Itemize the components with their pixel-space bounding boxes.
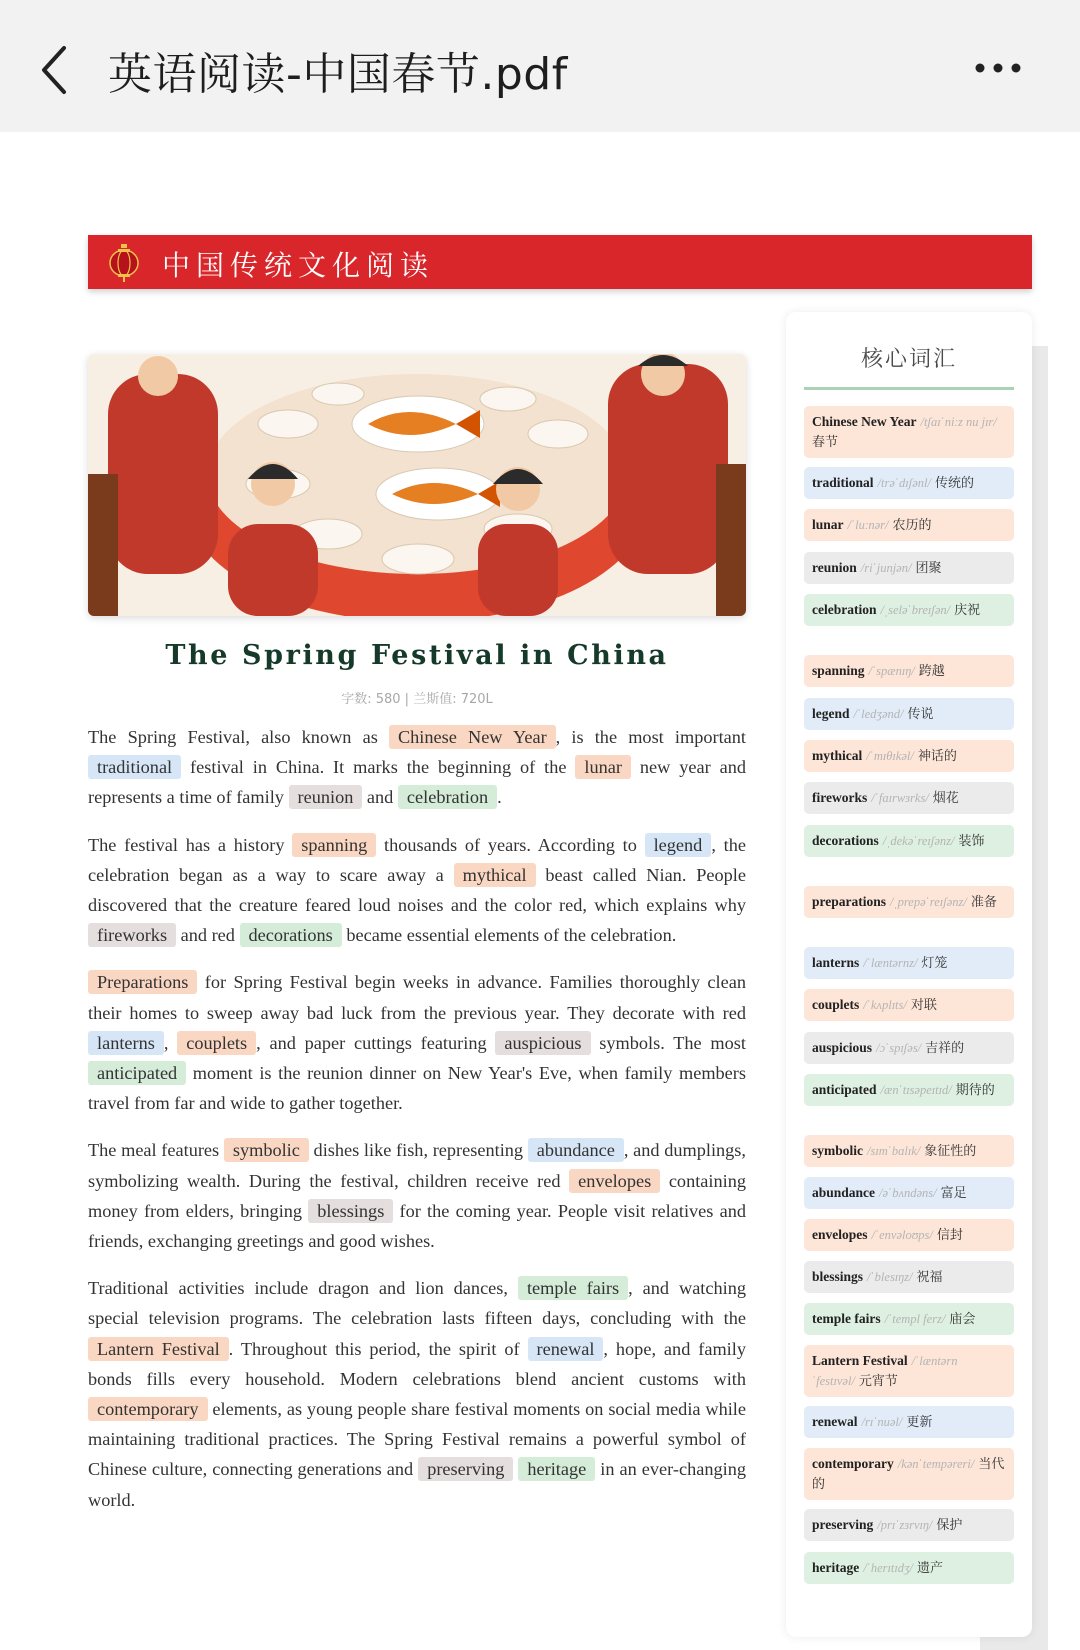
vocab-meaning: 庆祝 <box>954 603 981 618</box>
vocab-item[interactable] <box>804 552 1014 584</box>
vocab-word: mythical <box>812 748 863 763</box>
vocab-word: contemporary <box>812 1456 894 1471</box>
vocab-meaning: 神话的 <box>917 749 957 764</box>
vocab-phonetic: /ˈfaɪrwɜrks/ <box>871 791 929 805</box>
vocab-word: heritage <box>812 1560 860 1575</box>
keyword-highlight[interactable]: Chinese New Year <box>389 725 556 749</box>
text: The Spring Festival, also known as <box>88 727 389 747</box>
vocab-item[interactable] <box>804 655 1014 687</box>
vocab-meaning: 遗产 <box>917 1561 944 1576</box>
text: The festival has a history <box>88 834 293 855</box>
vocab-item[interactable] <box>804 989 1014 1021</box>
vocab-meaning: 保护 <box>936 1518 963 1533</box>
vocab-meaning: 传统的 <box>934 476 974 491</box>
vocab-word: temple fairs <box>812 1311 881 1326</box>
text: , and watching special television programs. The celebration lasts fifteen days, concluding with the <box>88 1278 746 1329</box>
text: Traditional activities include dragon and lion dances, <box>88 1278 518 1299</box>
vocab-item[interactable] <box>804 1032 1014 1064</box>
vocab-word: couplets <box>812 997 860 1012</box>
text: , hope, and family bonds fills every household. Modern celebrations blend ancient customs with <box>88 1338 746 1389</box>
vocab-item[interactable] <box>804 947 1014 979</box>
keyword-highlight[interactable]: auspicious <box>495 1031 590 1055</box>
text: . <box>497 787 502 808</box>
text: The meal features <box>88 1140 224 1161</box>
vocab-phonetic: /sɪmˈbɑlɪk/ <box>867 1144 921 1158</box>
vocab-phonetic: /ˈblesɪŋz/ <box>867 1270 913 1284</box>
keyword-highlight[interactable]: decorations <box>240 923 342 947</box>
keyword-highlight[interactable]: reunion <box>289 785 363 809</box>
text: and <box>362 787 398 808</box>
vocab-phonetic: /prɪˈzɜrvɪŋ/ <box>877 1518 933 1532</box>
vocab-phonetic: /ˈmɪθɪkəl/ <box>866 749 914 763</box>
vocab-item[interactable] <box>804 1406 1014 1438</box>
text: thousands of years. According to <box>376 834 645 855</box>
keyword-highlight[interactable]: mythical <box>454 863 536 887</box>
text: , <box>163 1032 178 1053</box>
app-bar <box>0 0 1080 132</box>
vocab-phonetic: /ˈlæntərn ˈfestɪvəl/ <box>812 1354 958 1388</box>
article-body <box>88 722 746 1532</box>
vocab-phonetic: /ˈledʒənd/ <box>853 707 904 721</box>
text: containing money from elders, bringing <box>88 1170 746 1221</box>
document-title: 英语阅读-中国春节.pdf <box>108 49 568 100</box>
vocab-item[interactable] <box>804 825 1014 857</box>
keyword-highlight[interactable]: blessings <box>308 1199 393 1223</box>
text: elements, as young people share festival moments on social media while maintaining traditional practices. The Spring Festival remains a powerful symbol of Chinese culture, connecting generations and <box>88 1399 746 1480</box>
vocab-word: anticipated <box>812 1082 877 1097</box>
keyword-highlight[interactable]: lanterns <box>88 1031 164 1055</box>
keyword-highlight[interactable]: renewal <box>528 1337 604 1361</box>
vocab-meaning: 团聚 <box>915 561 942 576</box>
vocab-meaning: 富足 <box>940 1186 967 1201</box>
vocab-meaning: 当代的 <box>812 1457 1005 1492</box>
vocab-phonetic: /ˈherɪtɪdʒ/ <box>863 1561 913 1575</box>
paragraph-1 <box>88 722 746 813</box>
keyword-highlight[interactable]: envelopes <box>569 1169 660 1193</box>
vocab-meaning: 更新 <box>906 1415 933 1430</box>
vocab-item[interactable] <box>804 467 1014 499</box>
vocab-word: traditional <box>812 475 874 490</box>
vocab-item[interactable] <box>804 1448 1014 1500</box>
family-reunion-dinner-illustration <box>88 354 746 616</box>
text: became essential elements of the celebration. <box>341 925 677 946</box>
keyword-highlight[interactable]: heritage <box>518 1457 595 1481</box>
keyword-highlight[interactable]: celebration <box>398 785 497 809</box>
lantern-icon <box>106 244 142 282</box>
vocab-meaning: 庙会 <box>949 1312 976 1327</box>
vocab-word: envelopes <box>812 1227 868 1242</box>
article-meta: 字数: 580 | 兰斯值: 720L <box>341 692 493 707</box>
paragraph-3 <box>88 967 746 1118</box>
vocab-item[interactable] <box>804 1303 1014 1335</box>
vocab-item[interactable] <box>804 509 1014 541</box>
paragraph-5 <box>88 1273 746 1515</box>
vocab-item[interactable] <box>804 1552 1014 1584</box>
vocab-item[interactable] <box>804 740 1014 772</box>
vocab-meaning: 对联 <box>910 998 937 1013</box>
vocab-phonetic: /ˌdekəˈreɪʃənz/ <box>882 834 955 848</box>
text: in an ever-changing world. <box>88 1459 746 1510</box>
vocab-word: auspicious <box>812 1040 873 1055</box>
vocab-word: abundance <box>812 1185 876 1200</box>
text: new year and represents a time of family <box>88 757 746 808</box>
vocab-meaning: 装饰 <box>958 834 985 849</box>
vocab-phonetic: /ˈenvəloʊps/ <box>871 1228 933 1242</box>
vocab-item[interactable] <box>804 698 1014 730</box>
text: , the celebration began as a way to scare away a <box>88 834 746 885</box>
text: symbols. The most <box>590 1032 746 1053</box>
vocab-item[interactable] <box>804 1074 1014 1106</box>
vocab-meaning: 农历的 <box>892 518 932 533</box>
vocabulary-panel <box>786 312 1032 1637</box>
vocab-word: decorations <box>812 833 879 848</box>
vocab-phonetic: /əˈbʌndəns/ <box>879 1186 937 1200</box>
vocab-item[interactable] <box>804 1345 1014 1397</box>
divider <box>804 387 1014 390</box>
vocab-word: blessings <box>812 1269 864 1284</box>
vocab-item[interactable] <box>804 1135 1014 1167</box>
keyword-highlight[interactable]: Preparations <box>88 970 197 994</box>
vocab-word: spanning <box>812 663 865 678</box>
vocab-meaning: 期待的 <box>955 1083 995 1098</box>
keyword-highlight[interactable]: Lantern Festival <box>88 1337 229 1361</box>
text: for Spring Festival begin weeks in advance. Families thoroughly clean their homes to sweep away bad luck from the previous year. They decorate with red <box>88 972 746 1023</box>
keyword-highlight[interactable]: spanning <box>292 833 376 857</box>
keyword-highlight[interactable]: couplets <box>177 1031 256 1055</box>
vocab-word: Chinese New Year <box>812 414 917 429</box>
vocab-word: preserving <box>812 1517 874 1532</box>
vocab-meaning: 春节 <box>812 435 839 450</box>
keyword-highlight[interactable]: preserving <box>418 1457 513 1481</box>
text: moment is the reunion dinner on New Year's Eve, when family members travel from far and wide to gather together. <box>88 1063 746 1114</box>
vocab-meaning: 信封 <box>936 1228 963 1243</box>
vocab-word: Lantern Festival <box>812 1353 908 1368</box>
vocab-phonetic: /ˈluːnər/ <box>847 518 889 532</box>
paragraph-2 <box>88 830 746 951</box>
keyword-highlight[interactable]: abundance <box>528 1138 624 1162</box>
text: festival in China. It marks the beginning of the <box>181 757 576 778</box>
vocab-phonetic: /rɪˈnuəl/ <box>861 1415 903 1429</box>
vocab-phonetic: /riˈjunjən/ <box>860 561 912 575</box>
vocab-word: preparations <box>812 894 887 909</box>
vocab-word: lanterns <box>812 955 860 970</box>
keyword-highlight[interactable]: temple fairs <box>518 1276 628 1300</box>
paragraph-4 <box>88 1135 746 1256</box>
vocab-phonetic: /kənˈtempəreri/ <box>897 1457 975 1471</box>
vocab-word: celebration <box>812 602 877 617</box>
vocab-phonetic: /tʃaɪˈniːz nu jɪr/ <box>920 415 997 429</box>
keyword-highlight[interactable]: contemporary <box>88 1397 208 1421</box>
keyword-highlight[interactable]: traditional <box>88 755 181 779</box>
vocab-word: renewal <box>812 1414 858 1429</box>
vocab-item[interactable] <box>804 886 1014 918</box>
text: . Throughout this period, the spirit of <box>228 1338 528 1359</box>
section-banner <box>88 235 1032 289</box>
text: dishes like fish, representing <box>308 1140 528 1161</box>
text: for the coming year. People visit relatives and friends, exchanging greetings and good wishes. <box>88 1200 746 1252</box>
banner-title: 中国传统文化阅读 <box>162 249 435 282</box>
vocab-item[interactable] <box>804 1219 1014 1251</box>
vocab-phonetic: /ˈtempl ferz/ <box>884 1312 946 1326</box>
vocab-meaning: 元宵节 <box>858 1374 898 1389</box>
vocab-meaning: 吉祥的 <box>925 1041 965 1056</box>
more-dots-icon[interactable] <box>974 56 1034 80</box>
vocab-phonetic: /ˈkʌplɪts/ <box>863 998 907 1012</box>
vocab-word: symbolic <box>812 1143 864 1158</box>
text: and red <box>176 925 240 946</box>
vocab-meaning: 烟花 <box>932 791 959 806</box>
chevron-left-icon[interactable] <box>36 44 76 96</box>
text: , and dumplings, symbolizing wealth. During the festival, children receive red <box>88 1140 746 1191</box>
vocab-word: reunion <box>812 560 857 575</box>
vocab-item[interactable] <box>804 406 1014 458</box>
vocab-phonetic: /trəˈdɪʃənl/ <box>877 476 931 490</box>
vocab-meaning: 跨越 <box>918 664 945 679</box>
text: , and paper cuttings featuring <box>256 1032 496 1053</box>
vocab-phonetic: /ˈspænɪŋ/ <box>868 664 915 678</box>
vocab-word: fireworks <box>812 790 868 805</box>
vocab-item[interactable] <box>804 1177 1014 1209</box>
vocab-phonetic: /ˌseləˈbreɪʃən/ <box>880 603 951 617</box>
vocab-phonetic: /ˌprepəˈreɪʃənz/ <box>890 895 967 909</box>
vocab-meaning: 灯笼 <box>921 956 948 971</box>
pdf-page <box>0 132 1080 1650</box>
article-title: The Spring Festival in China <box>165 640 669 671</box>
vocab-meaning: 传说 <box>907 707 934 722</box>
vocabulary-title: 核心词汇 <box>860 347 957 372</box>
keyword-highlight[interactable]: lunar <box>575 755 631 779</box>
text: beast called Nian. People discovered that the creature feared loud noises and the color red, which explains why <box>88 864 746 916</box>
keyword-highlight[interactable]: anticipated <box>88 1061 186 1085</box>
vocab-item[interactable] <box>804 1261 1014 1293</box>
text: , is the most important <box>555 727 746 747</box>
vocab-phonetic: /ænˈtɪsəpeɪtɪd/ <box>880 1083 952 1097</box>
vocab-meaning: 祝福 <box>916 1270 943 1285</box>
keyword-highlight[interactable]: legend <box>645 833 712 857</box>
keyword-highlight[interactable]: symbolic <box>224 1138 309 1162</box>
vocab-phonetic: /ˈlæntərnz/ <box>863 956 918 970</box>
vocab-meaning: 象征性的 <box>924 1144 977 1159</box>
keyword-highlight[interactable]: fireworks <box>88 923 176 947</box>
vocab-item[interactable] <box>804 782 1014 814</box>
vocab-word: lunar <box>812 517 844 532</box>
vocab-phonetic: /ɔˈspɪʃəs/ <box>876 1041 922 1055</box>
vocab-item[interactable] <box>804 1509 1014 1541</box>
vocab-word: legend <box>812 706 850 721</box>
vocab-item[interactable] <box>804 594 1014 626</box>
vocab-meaning: 准备 <box>970 895 997 910</box>
